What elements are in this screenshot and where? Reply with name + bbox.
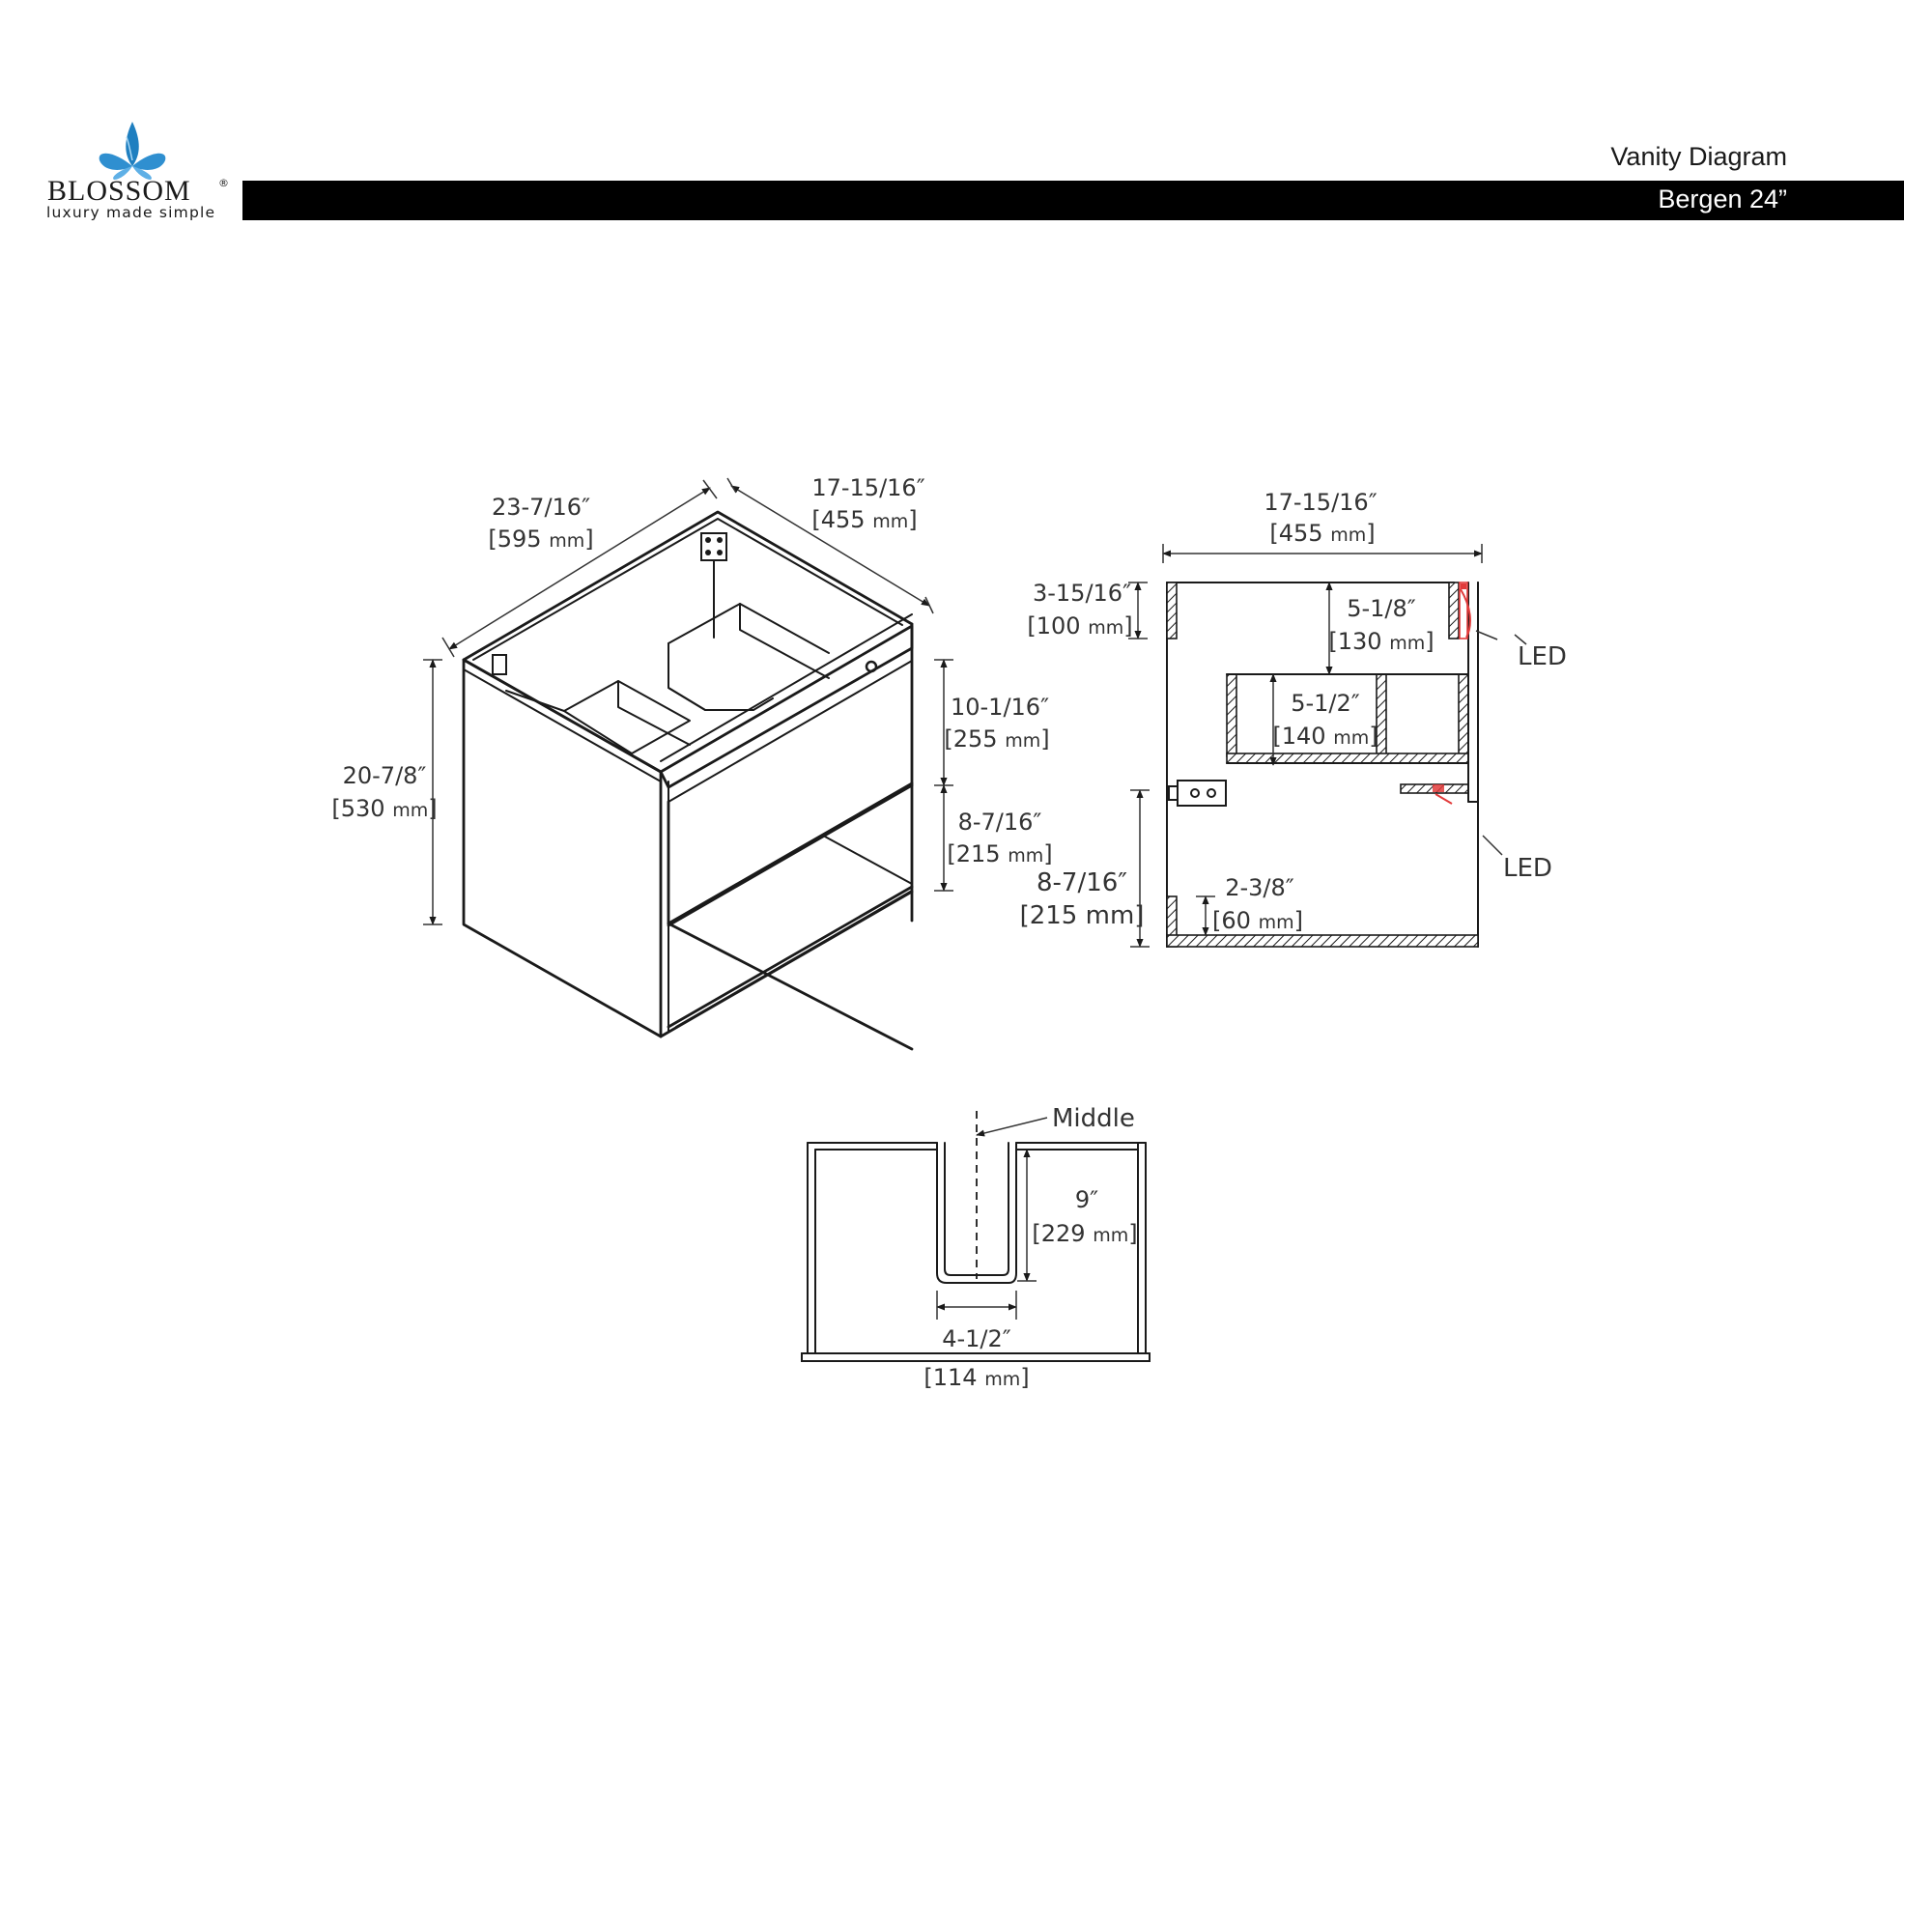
cutout-depth-dimension: [1017, 1150, 1138, 1281]
depth-dimension: [727, 474, 933, 613]
height-dimension: [331, 660, 442, 924]
shelf-height-mm-label: [215 mm]: [947, 840, 1053, 867]
drawer-front: [661, 626, 912, 923]
side-depth-inch-label: 17-15/16″: [1264, 489, 1378, 516]
cutout-depth-mm-label: [229 mm]: [1032, 1220, 1138, 1247]
depth-inch-label: 17-15/16″: [811, 474, 925, 501]
height-inch-label: 20-7/8″: [342, 762, 427, 789]
drawer-height-dimension: [934, 660, 1050, 785]
wall-bracket-icon: [1178, 781, 1226, 806]
cutout-width-inch-label: 4-1/2″: [942, 1325, 1011, 1352]
lower-opening-inch-label: 8-7/16″: [1036, 868, 1128, 897]
drawer-cutout-view: [802, 1104, 1150, 1391]
inner-drawer-inch-label: 5-1/2″: [1291, 690, 1360, 717]
brand-tagline: luxury made simple: [46, 204, 216, 221]
lotus-icon: [99, 122, 166, 180]
side-depth-dimension: [1163, 489, 1482, 563]
drawer-clearance-inch-label: 5-1/8″: [1347, 595, 1416, 622]
width-mm-label: [595 mm]: [488, 526, 594, 553]
mounting-bracket-icon: [493, 533, 726, 674]
middle-label: Middle: [1052, 1104, 1135, 1133]
side-section-view: [1020, 489, 1567, 947]
page-title: Vanity Diagram: [1610, 142, 1787, 171]
cutout-depth-inch-label: 9″: [1074, 1186, 1099, 1213]
shelf-height-dimension: [934, 785, 1053, 891]
height-mm-label: [530 mm]: [331, 795, 438, 822]
header-bar: [242, 181, 1904, 220]
bottom-offset-mm-label: [60 mm]: [1212, 907, 1303, 934]
registered-mark: ®: [218, 177, 229, 189]
drawer-height-inch-label: 10-1/16″: [950, 694, 1050, 721]
bottom-offset-inch-label: 2-3/8″: [1225, 874, 1294, 901]
led-upper-label: LED: [1518, 642, 1567, 671]
depth-mm-label: [455 mm]: [811, 506, 918, 533]
inner-drawer-mm-label: [140 mm]: [1272, 723, 1378, 750]
width-inch-label: 23-7/16″: [491, 494, 591, 521]
shelf-height-inch-label: 8-7/16″: [957, 809, 1042, 836]
cabinet-outline: [464, 512, 912, 1037]
inner-drawer-dimension: [1272, 674, 1378, 765]
model-name: Bergen 24”: [1658, 185, 1787, 213]
brand-name: BLOSSOM: [47, 175, 191, 207]
top-offset-dimension: [1027, 580, 1148, 639]
cutout-width-mm-label: [114 mm]: [923, 1364, 1030, 1391]
open-shelf: [668, 785, 912, 1049]
side-depth-mm-label: [455 mm]: [1269, 520, 1376, 547]
top-offset-mm-label: [100 mm]: [1027, 612, 1133, 639]
led-lower-label: LED: [1503, 854, 1552, 883]
brand-logo: [46, 122, 229, 221]
lower-opening-mm-label: [215 mm]: [1019, 901, 1145, 930]
width-dimension: [442, 480, 717, 657]
drawer-clearance-dimension: [1328, 582, 1434, 674]
bottom-offset-dimension: [1196, 874, 1303, 935]
drawer-clearance-mm-label: [130 mm]: [1328, 628, 1435, 655]
middle-label-group: [977, 1104, 1135, 1135]
perspective-view: [331, 474, 1052, 1049]
drawer-height-mm-label: [255 mm]: [944, 725, 1050, 753]
cutout-width-dimension: [923, 1291, 1029, 1391]
top-offset-inch-label: 3-15/16″: [1032, 580, 1132, 607]
